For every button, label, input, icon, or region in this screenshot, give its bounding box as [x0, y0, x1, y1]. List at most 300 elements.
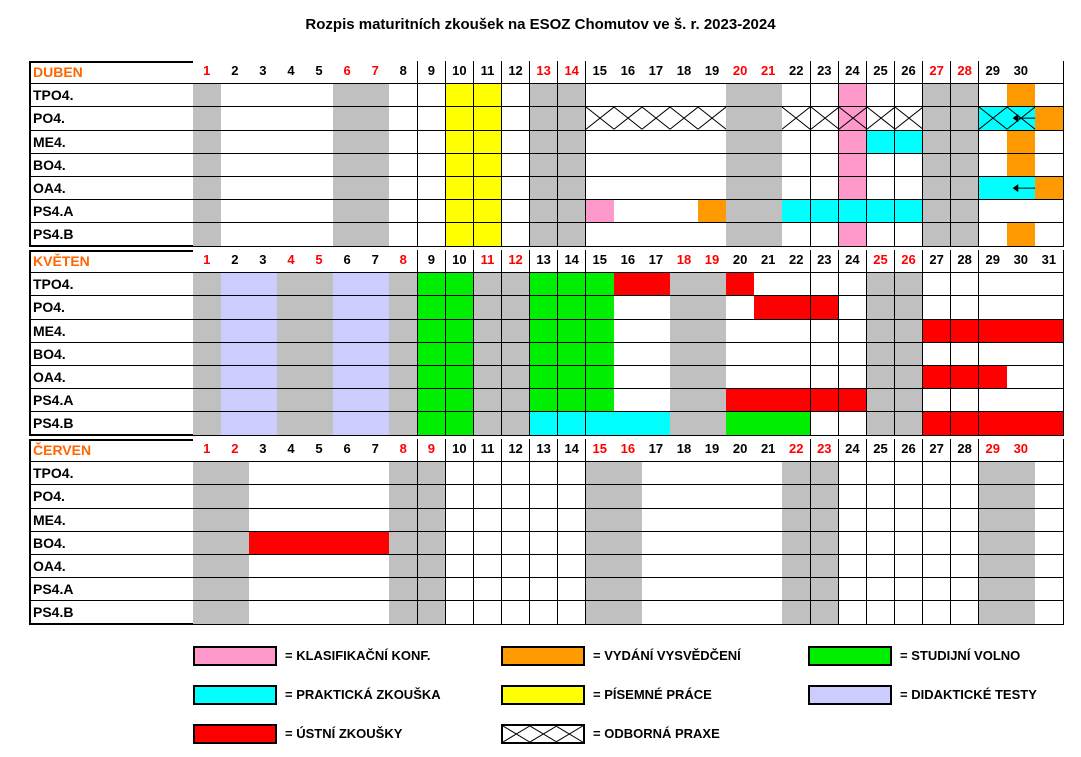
schedule-cell [642, 412, 671, 435]
day-header-cell [277, 250, 306, 273]
schedule-cell [474, 555, 503, 578]
schedule-cell [277, 131, 306, 154]
class-label: PS4.B [33, 604, 74, 621]
schedule-cell [530, 320, 559, 343]
schedule-cell [895, 296, 924, 319]
schedule-cell [502, 485, 531, 508]
schedule-cell [670, 84, 699, 107]
day-number: 30 [1013, 252, 1029, 267]
schedule-cell [530, 366, 559, 389]
schedule-cell [895, 601, 924, 624]
day-number: 12 [508, 441, 523, 456]
schedule-cell [389, 107, 418, 130]
day-header-cell [614, 439, 643, 462]
schedule-cell [333, 223, 362, 246]
schedule-cell [361, 200, 390, 223]
schedule-cell [418, 578, 447, 601]
schedule-cell [361, 273, 390, 296]
schedule-cell [867, 223, 896, 246]
schedule-cell [923, 320, 952, 343]
schedule-cell [698, 389, 727, 412]
day-header-cell [754, 439, 783, 462]
schedule-cell [193, 343, 222, 366]
schedule-cell [389, 273, 418, 296]
day-number: 6 [343, 252, 351, 267]
day-header-cell [726, 439, 755, 462]
schedule-cell [642, 223, 671, 246]
schedule-cell [614, 412, 643, 435]
day-header-cell [839, 439, 868, 462]
schedule-cell [249, 273, 278, 296]
schedule-cell [698, 154, 727, 177]
schedule-cell [726, 273, 755, 296]
schedule-cell [895, 84, 924, 107]
day-header-cell [558, 250, 587, 273]
cross-hatch-icon [530, 726, 557, 742]
day-number: 10 [452, 441, 467, 456]
cross-hatch-icon [895, 107, 923, 129]
schedule-cell [361, 532, 390, 555]
schedule-cell [249, 509, 278, 532]
schedule-cell [446, 343, 475, 366]
schedule-cell [221, 601, 250, 624]
class-label: BO4. [33, 345, 66, 362]
month-header-cell [29, 439, 193, 462]
schedule-cell [811, 273, 840, 296]
schedule-cell [782, 177, 811, 200]
schedule-cell [923, 412, 952, 435]
schedule-cell [811, 223, 840, 246]
schedule-cell [754, 578, 783, 601]
schedule-cell [277, 509, 306, 532]
schedule-cell [670, 177, 699, 200]
schedule-cell [811, 578, 840, 601]
schedule-cell [586, 200, 615, 223]
day-number: 4 [287, 441, 295, 456]
schedule-cell [418, 555, 447, 578]
schedule-cell [895, 107, 924, 130]
day-number: 3 [259, 63, 267, 78]
schedule-cell [249, 389, 278, 412]
schedule-cell [923, 578, 952, 601]
schedule-cell [586, 412, 615, 435]
day-header-cell [642, 439, 671, 462]
schedule-cell [754, 320, 783, 343]
schedule-cell [221, 320, 250, 343]
schedule-cell [670, 273, 699, 296]
class-label: OA4. [33, 369, 66, 385]
schedule-cell [1035, 462, 1064, 485]
day-header-cell [951, 439, 980, 462]
schedule-cell [951, 84, 980, 107]
schedule-cell [951, 462, 980, 485]
schedule-cell [670, 485, 699, 508]
schedule-cell [277, 366, 306, 389]
schedule-cell [418, 154, 447, 177]
schedule-cell [614, 223, 643, 246]
schedule-cell [754, 107, 783, 130]
schedule-cell [249, 343, 278, 366]
schedule-cell [895, 555, 924, 578]
schedule-cell [305, 389, 334, 412]
schedule-cell [249, 84, 278, 107]
day-header-cell [530, 61, 559, 84]
schedule-cell [951, 485, 980, 508]
schedule-cell [867, 601, 896, 624]
day-number: 11 [480, 63, 495, 78]
schedule-cell [951, 107, 980, 130]
day-header-cell [1007, 61, 1036, 84]
class-label: TPO4. [33, 276, 74, 293]
day-number: 6 [343, 63, 351, 78]
schedule-cell [782, 389, 811, 412]
schedule-cell [586, 578, 615, 601]
schedule-cell [642, 601, 671, 624]
schedule-cell [923, 366, 952, 389]
legend-label: = ODBORNÁ PRAXE [593, 726, 720, 741]
schedule-cell [782, 84, 811, 107]
schedule-cell [979, 107, 1008, 130]
schedule-cell [586, 154, 615, 177]
month-name: DUBEN [33, 64, 83, 80]
day-number: 24 [845, 63, 860, 78]
schedule-cell [895, 131, 924, 154]
schedule-cell [277, 296, 306, 319]
schedule-cell [1007, 412, 1036, 435]
schedule-cell [389, 509, 418, 532]
schedule-cell [193, 578, 222, 601]
schedule-cell [474, 177, 503, 200]
class-label: PO4. [33, 299, 65, 316]
schedule-cell [305, 177, 334, 200]
schedule-cell [642, 200, 671, 223]
schedule-cell [446, 485, 475, 508]
day-number: 19 [704, 441, 720, 456]
day-number: 16 [620, 441, 636, 456]
day-header-cell [389, 439, 418, 462]
day-number: 14 [564, 252, 579, 267]
schedule-cell [221, 412, 250, 435]
schedule-cell [1007, 366, 1036, 389]
day-header-cell [839, 250, 868, 273]
schedule-cell [642, 177, 671, 200]
schedule-cell [642, 462, 671, 485]
day-number: 26 [901, 441, 916, 456]
schedule-cell [193, 223, 222, 246]
schedule-cell [418, 343, 447, 366]
class-label: PO4. [33, 110, 65, 127]
schedule-cell [193, 412, 222, 435]
schedule-cell [446, 154, 475, 177]
schedule-cell [586, 177, 615, 200]
schedule-cell [726, 154, 755, 177]
schedule-cell [249, 154, 278, 177]
day-number: 13 [536, 63, 551, 78]
schedule-cell [614, 509, 643, 532]
schedule-cell [558, 200, 587, 223]
day-number: 9 [427, 252, 435, 267]
schedule-cell [305, 107, 334, 130]
schedule-cell [305, 84, 334, 107]
day-header-cell [698, 439, 727, 462]
schedule-cell [754, 601, 783, 624]
day-header-cell [389, 250, 418, 273]
schedule-cell [333, 366, 362, 389]
class-label: PS4.B [33, 415, 74, 432]
schedule-cell [726, 320, 755, 343]
schedule-cell [249, 601, 278, 624]
schedule-cell [389, 320, 418, 343]
day-header-cell [670, 250, 699, 273]
schedule-cell [951, 532, 980, 555]
legend-swatch-orange [501, 646, 585, 666]
schedule-cell [1007, 578, 1036, 601]
schedule-cell [811, 389, 840, 412]
schedule-cell [726, 462, 755, 485]
day-number: 16 [620, 63, 636, 78]
schedule-cell [867, 177, 896, 200]
schedule-cell [1035, 320, 1064, 343]
schedule-cell [698, 509, 727, 532]
schedule-cell [586, 509, 615, 532]
schedule-cell [333, 555, 362, 578]
schedule-cell [979, 555, 1008, 578]
day-header-cell [305, 439, 334, 462]
day-number: 4 [287, 63, 295, 78]
schedule-cell [586, 462, 615, 485]
schedule-cell [530, 131, 559, 154]
cross-hatch-icon [586, 107, 614, 129]
schedule-cell [586, 343, 615, 366]
schedule-cell [895, 389, 924, 412]
schedule-cell [1035, 84, 1064, 107]
schedule-cell [1035, 107, 1064, 130]
day-header-cell [249, 250, 278, 273]
schedule-cell [670, 601, 699, 624]
schedule-cell [642, 485, 671, 508]
schedule-cell [558, 485, 587, 508]
day-header-cell [586, 439, 615, 462]
schedule-cell [277, 555, 306, 578]
schedule-cell [614, 601, 643, 624]
schedule-cell [726, 555, 755, 578]
schedule-cell [193, 177, 222, 200]
schedule-cell [867, 532, 896, 555]
schedule-cell [811, 343, 840, 366]
schedule-cell [305, 412, 334, 435]
cross-hatch-icon [698, 107, 726, 129]
schedule-cell [446, 177, 475, 200]
schedule-cell [1007, 273, 1036, 296]
schedule-cell [782, 154, 811, 177]
schedule-cell [923, 343, 952, 366]
day-number: 18 [676, 441, 692, 456]
schedule-cell [979, 578, 1008, 601]
schedule-cell [811, 532, 840, 555]
schedule-cell [558, 601, 587, 624]
schedule-cell [361, 223, 390, 246]
schedule-cell [305, 154, 334, 177]
cross-hatch-icon [614, 107, 642, 129]
day-number: 19 [704, 252, 720, 267]
schedule-cell [614, 389, 643, 412]
day-number: 17 [648, 252, 664, 267]
schedule-cell [614, 485, 643, 508]
schedule-cell [979, 366, 1008, 389]
schedule-cell [333, 578, 362, 601]
schedule-cell [782, 462, 811, 485]
schedule-cell [811, 462, 840, 485]
schedule-cell [530, 273, 559, 296]
day-header-cell [951, 61, 980, 84]
schedule-cell [249, 107, 278, 130]
day-number: 7 [371, 441, 379, 456]
schedule-cell [305, 555, 334, 578]
schedule-cell [502, 343, 531, 366]
day-header-cell [754, 61, 783, 84]
schedule-cell [558, 555, 587, 578]
schedule-cell [474, 154, 503, 177]
day-header-cell [193, 250, 222, 273]
schedule-cell [558, 412, 587, 435]
schedule-cell [305, 509, 334, 532]
class-label: OA4. [33, 558, 66, 574]
schedule-cell [895, 462, 924, 485]
arrow-left-icon [1007, 107, 1035, 129]
schedule-cell [418, 462, 447, 485]
schedule-cell [305, 601, 334, 624]
day-number: 7 [371, 252, 379, 267]
day-number: 13 [536, 252, 551, 267]
schedule-cell [418, 177, 447, 200]
schedule-cell [474, 462, 503, 485]
schedule-cell [1035, 366, 1064, 389]
schedule-cell [193, 200, 222, 223]
day-header-cell [1007, 439, 1036, 462]
schedule-cell [867, 412, 896, 435]
schedule-cell [333, 343, 362, 366]
schedule-cell [249, 578, 278, 601]
schedule-cell [923, 389, 952, 412]
schedule-cell [951, 555, 980, 578]
day-header-cell [418, 439, 447, 462]
schedule-cell [614, 200, 643, 223]
day-header-cell [923, 61, 952, 84]
day-header-cell [558, 61, 587, 84]
schedule-cell [951, 154, 980, 177]
day-header-cell [333, 439, 362, 462]
day-number: 20 [732, 252, 748, 267]
schedule-cell [333, 532, 362, 555]
schedule-cell [502, 154, 531, 177]
schedule-cell [361, 578, 390, 601]
schedule-cell [951, 273, 980, 296]
schedule-cell [670, 107, 699, 130]
day-header-cell [782, 61, 811, 84]
schedule-cell [474, 343, 503, 366]
schedule-cell [811, 296, 840, 319]
schedule-cell [1035, 200, 1064, 223]
schedule-cell [558, 462, 587, 485]
class-label: OA4. [33, 180, 66, 196]
schedule-cell [474, 273, 503, 296]
schedule-cell [754, 412, 783, 435]
schedule-cell [446, 532, 475, 555]
day-header-cell [502, 250, 531, 273]
schedule-cell [642, 107, 671, 130]
day-number: 5 [315, 63, 323, 78]
day-number: 12 [508, 252, 523, 267]
schedule-cell [698, 223, 727, 246]
schedule-cell [389, 485, 418, 508]
schedule-cell [361, 131, 390, 154]
schedule-cell [867, 366, 896, 389]
day-header-cell [333, 61, 362, 84]
day-header-cell [249, 439, 278, 462]
schedule-cell [249, 532, 278, 555]
schedule-cell [754, 366, 783, 389]
schedule-cell [361, 389, 390, 412]
schedule-cell [923, 131, 952, 154]
schedule-cell [221, 177, 250, 200]
legend-swatch-lavender [808, 685, 892, 705]
schedule-cell [895, 485, 924, 508]
schedule-cell [305, 485, 334, 508]
schedule-cell [305, 273, 334, 296]
schedule-cell [277, 343, 306, 366]
day-number: 28 [957, 441, 972, 456]
schedule-cell [305, 343, 334, 366]
schedule-cell [361, 343, 390, 366]
schedule-cell [530, 485, 559, 508]
day-number: 27 [929, 252, 944, 267]
schedule-cell [670, 200, 699, 223]
schedule-cell [670, 389, 699, 412]
schedule-cell [867, 485, 896, 508]
schedule-cell [642, 273, 671, 296]
day-number: 1 [203, 63, 211, 78]
schedule-cell [698, 107, 727, 130]
schedule-cell [193, 601, 222, 624]
schedule-cell [782, 131, 811, 154]
schedule-cell [642, 555, 671, 578]
schedule-cell [642, 320, 671, 343]
schedule-cell [221, 366, 250, 389]
schedule-cell [698, 578, 727, 601]
day-number: 29 [985, 441, 1000, 456]
schedule-cell [333, 200, 362, 223]
day-header-cell [474, 439, 503, 462]
schedule-cell [389, 131, 418, 154]
schedule-cell [782, 107, 811, 130]
day-number: 9 [427, 441, 435, 456]
schedule-cell [839, 509, 868, 532]
schedule-cell [389, 200, 418, 223]
day-header-cell [782, 439, 811, 462]
cross-hatch-icon [556, 726, 583, 742]
day-header-cell [221, 61, 250, 84]
schedule-cell [726, 131, 755, 154]
schedule-cell [418, 107, 447, 130]
schedule-cell [389, 366, 418, 389]
day-header-cell [895, 250, 924, 273]
schedule-cell [277, 601, 306, 624]
schedule-cell [754, 509, 783, 532]
schedule-cell [895, 273, 924, 296]
schedule-cell [923, 601, 952, 624]
class-label: PS4.A [33, 392, 74, 409]
schedule-cell [446, 509, 475, 532]
